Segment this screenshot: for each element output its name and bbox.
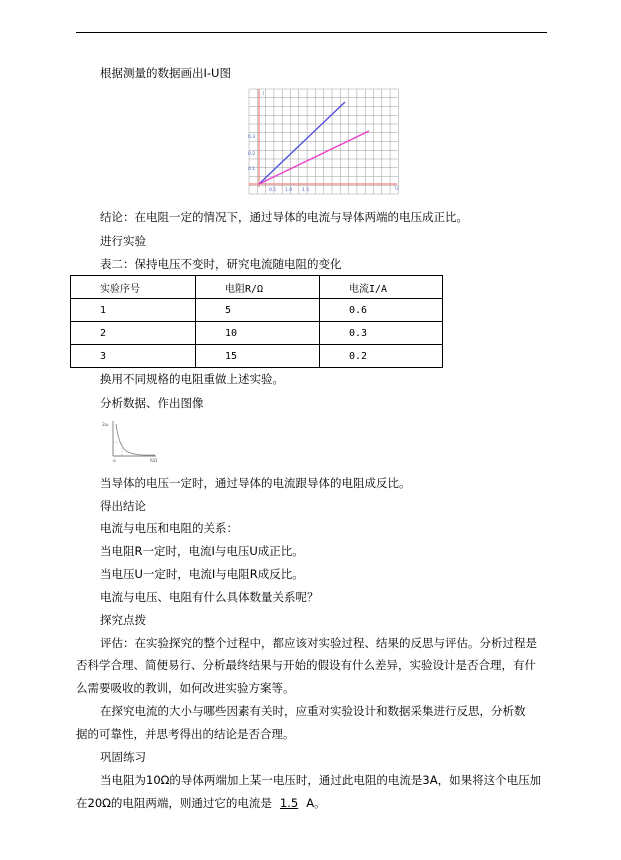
iu-graph-y-letter: I <box>263 91 265 97</box>
eval-line-3: 么需要吸收的教训，如何改进实验方案等。 <box>76 681 295 695</box>
analyze-heading: 分析数据、作出图像 <box>100 396 204 410</box>
relation-title: 电流与电压和电阻的关系： <box>100 521 238 535</box>
iu-tick-y-3: 0.1 <box>248 167 256 172</box>
iu-graph <box>245 87 400 196</box>
iu-heading: 根据测量的数据画出I-U图 <box>100 66 231 80</box>
iu-line-2 <box>259 131 369 184</box>
table-header-cell: 电阻R/Ω <box>196 276 320 299</box>
table-cell: 0.3 <box>320 322 443 345</box>
conclusion-2: 当导体的电压一定时，通过导体的电流跟导体的电阻成反比。 <box>100 476 411 490</box>
do-experiment: 进行实验 <box>100 234 146 248</box>
header-rule <box>76 32 547 33</box>
table-row <box>71 299 443 322</box>
conclusion-1: 结论：在电阻一定的情况下，通过导体的电流与导体两端的电压成正比。 <box>100 210 468 224</box>
relation-1: 当电阻R一定时，电流I与电压U成正比。 <box>100 544 304 558</box>
table-cell: 10 <box>196 322 320 345</box>
eval-line-1: 评估：在实验探究的整个过程中，都应该对实验过程、结果的反思与评估。分析过程是 <box>100 636 537 650</box>
ir-graph <box>100 418 160 462</box>
table-row <box>71 345 443 368</box>
relation-2: 当电压U一定时，电流I与电阻R成反比。 <box>100 567 304 581</box>
table-cell: 1 <box>71 299 196 322</box>
data-table <box>70 275 443 368</box>
iu-graph-x-letter: U <box>395 186 399 192</box>
exercise-answer: 1.5 <box>279 796 299 810</box>
iu-tick-x-1: 0.5 <box>269 188 277 193</box>
get-conclusion: 得出结论 <box>100 499 146 513</box>
table-header-row <box>71 276 443 299</box>
exercise-line-2 <box>76 796 326 810</box>
iu-tick-y-2: 0.2 <box>248 152 256 157</box>
table-cell: 2 <box>71 322 196 345</box>
iu-tick-x-3: 1.5 <box>302 188 310 193</box>
table-header-cell: 实验序号 <box>71 276 196 299</box>
reflect-line-2: 据的可靠性，并思考得出的结论是否合理。 <box>76 727 295 741</box>
ir-y-label: 2ω <box>102 423 109 428</box>
question: 电流与电压、电阻有什么具体数量关系呢？ <box>100 590 319 604</box>
reflect-line-1: 在探究电流的大小与哪些因素有关时，应重对实验设计和数据采集进行反思，分析数 <box>100 704 526 718</box>
table-cell: 0.6 <box>320 299 443 322</box>
eval-line-2: 否科学合理、简便易行、分析最终结果与开始的假设有什么差异，实验设计是否合理，有什 <box>76 658 536 672</box>
iu-tick-y-1: 0.3 <box>248 135 256 140</box>
repeat-note: 换用不同规格的电阻重做上述实验。 <box>100 372 284 386</box>
table-cell: 3 <box>71 345 196 368</box>
practice-heading: 巩固练习 <box>100 750 146 764</box>
table-cell: 0.2 <box>320 345 443 368</box>
iu-tick-x-2: 1.0 <box>285 188 293 193</box>
explore-heading: 探究点拨 <box>100 613 146 627</box>
table2-title: 表二：保持电压不变时，研究电流随电阻的变化 <box>100 257 342 271</box>
ir-origin: o <box>113 459 116 462</box>
exercise-line-2-pre: 在20Ω的电阻两端，则通过它的电流是 <box>76 796 272 810</box>
table-header-cell: 电流I/A <box>320 276 443 299</box>
table-cell: 15 <box>196 345 320 368</box>
exercise-line-2-post: A。 <box>306 796 326 810</box>
ir-curve <box>116 424 155 455</box>
table-cell: 5 <box>196 299 320 322</box>
ir-x-label: R/Ω <box>150 458 158 462</box>
exercise-line-1: 当电阻为10Ω的导体两端加上某一电压时，通过此电阻的电流是3A，如果将这个电压加 <box>100 773 542 787</box>
table-row <box>71 322 443 345</box>
